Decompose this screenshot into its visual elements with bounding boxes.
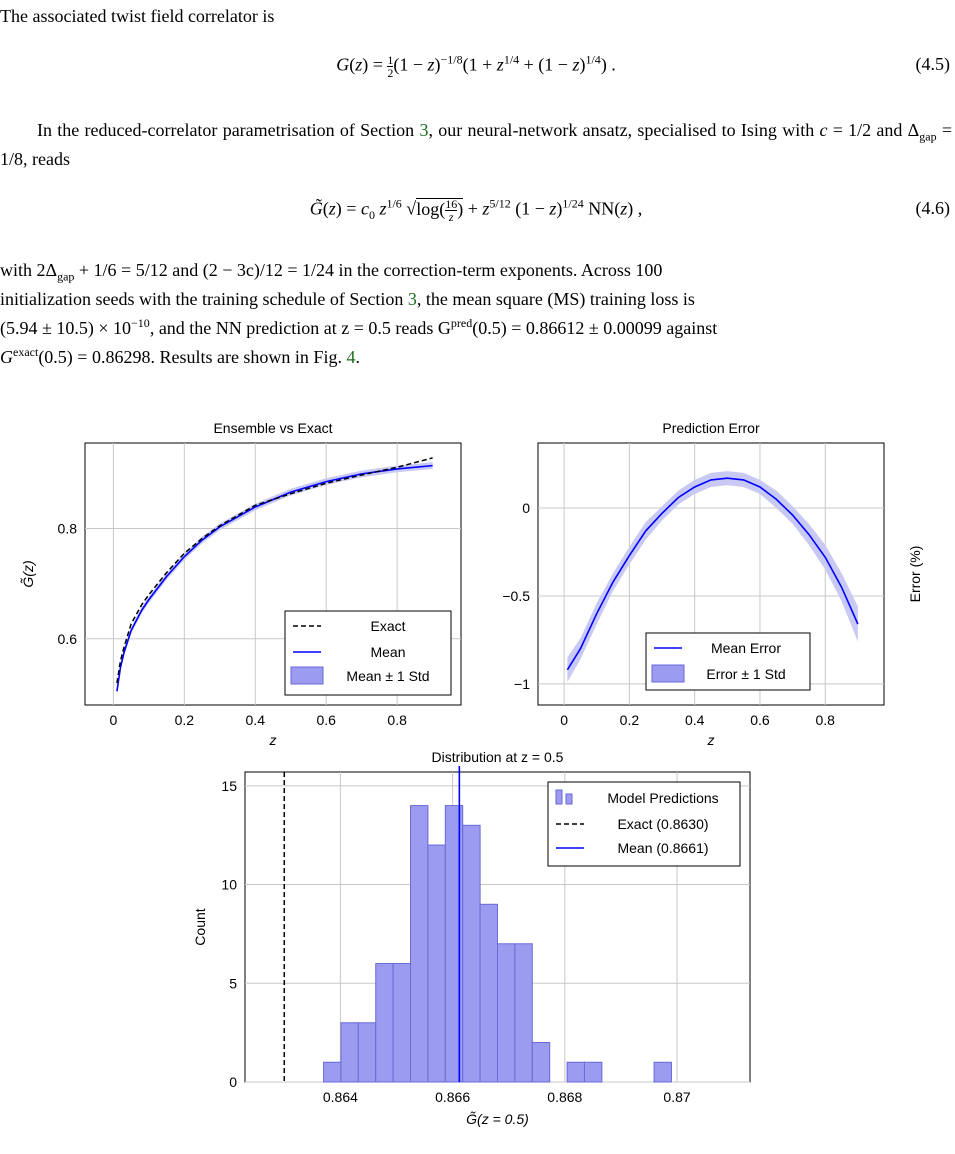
legend-label: Exact — [370, 618, 406, 634]
x-tick-label: 0.2 — [174, 712, 195, 728]
histogram-bar — [341, 1023, 358, 1082]
y-axis-label: G̃(z) — [20, 560, 36, 588]
x-axis-label: z — [707, 732, 715, 748]
histogram-bar — [532, 1043, 549, 1082]
legend-swatch — [556, 790, 562, 804]
histogram-bar — [515, 944, 532, 1082]
figure-4 — [0, 394, 955, 1154]
histogram-bar — [498, 944, 515, 1082]
section-ref[interactable]: 3 — [419, 120, 429, 140]
x-tick-label: 0.4 — [245, 712, 265, 728]
y-tick-label: 5 — [229, 975, 237, 992]
x-tick-label: 0.4 — [684, 712, 705, 728]
legend-label: Mean Error — [710, 640, 782, 656]
histogram-bar — [654, 1062, 671, 1082]
y-tick-label: −1 — [514, 675, 530, 692]
x-tick-label: 0 — [560, 712, 569, 728]
chart-panel-3 — [192, 749, 750, 1127]
y-axis-label: Count — [192, 908, 208, 946]
paragraph-3: with $2\Delta_{gap} + 1/6 = 5/12$ and (2 − 3c)/12 = 1/24 in the correction-term exponents. Across 100 initialization seeds with the training schedule of Section 3, the mean square (MS) training loss is $(5.94 \pm 10.5) \times 10^{-10}$, and the NN prediction at z = 0.5 reads $G^{pred}(0.5) = 0.86612 \pm 0.00099$ against $G^{exact}(0.5) = 0.86298$. Results are shown in Fig. 4. — [0, 260, 718, 367]
x-axis-label: G̃(z = 0.5) — [466, 1111, 529, 1127]
legend-label: Mean (0.8661) — [617, 840, 709, 856]
equation-number: (4.5) — [915, 54, 950, 74]
section-ref[interactable]: 3 — [407, 289, 417, 309]
y-tick-label: 0.6 — [57, 630, 77, 647]
x-tick-label: 0 — [109, 712, 118, 728]
figure-ref[interactable]: 4 — [346, 347, 356, 367]
x-tick-label: 0.2 — [619, 712, 640, 728]
legend-label: Error ± 1 Std — [706, 666, 786, 682]
x-tick-label: 0.6 — [750, 712, 770, 728]
histogram-bar — [324, 1062, 341, 1082]
x-tick-label: 0.8 — [815, 712, 835, 728]
x-tick-label: 0.866 — [435, 1089, 471, 1105]
legend-swatch — [291, 667, 323, 684]
chart-panel-2 — [502, 420, 923, 748]
chart-panel-1 — [20, 420, 461, 748]
equation-4-6: G̃(z) = $c_0$ $z^{1/6}$ √log( $\frac{16}{z}$ ) + $z^{5/12}$ $(1 - z)^{1/24}$ NN(z) , (4.6) — [309, 196, 950, 224]
equation-4-5: G(z) = $\frac{1}{2}$ $(1 - z)^{-1/8}(1 + z^{1/4} + (1 - z)^{1/4})$ . (4.5) — [336, 52, 950, 80]
legend-swatch — [652, 665, 684, 682]
y-tick-label: 15 — [221, 777, 237, 794]
y-axis-label: Error (%) — [907, 545, 923, 603]
histogram-bar — [358, 1023, 375, 1082]
histogram-bar — [567, 1062, 584, 1082]
x-axis-label: z — [269, 732, 277, 748]
histogram-bar — [463, 825, 480, 1082]
histogram-bar — [411, 806, 428, 1082]
histogram-bar — [393, 964, 410, 1082]
chart-title: Distribution at z = 0.5 — [431, 749, 564, 765]
y-tick-label: 10 — [221, 876, 237, 893]
legend-label: Model Predictions — [607, 790, 719, 806]
x-tick-label: 0.8 — [387, 712, 407, 728]
chart-title: Ensemble vs Exact — [213, 420, 333, 436]
chart-title: Prediction Error — [662, 420, 760, 436]
x-tick-label: 0.868 — [547, 1089, 583, 1105]
paragraph-2: In the reduced-correlator parametrisation of Section 3, our neural-network ansatz, specialised to Ising with c = 1/2 and $\Delta_{gap} = 1/8$, reads — [0, 120, 953, 169]
y-tick-label: 0 — [522, 500, 530, 517]
histogram-bar — [480, 904, 497, 1082]
legend-swatch — [566, 794, 572, 804]
legend-label: Mean — [370, 644, 406, 660]
legend-label: Mean ± 1 Std — [346, 668, 430, 684]
histogram-bar — [376, 964, 393, 1082]
histogram-bar — [428, 845, 445, 1082]
y-tick-label: 0 — [229, 1074, 237, 1090]
x-tick-label: 0.864 — [322, 1089, 358, 1105]
x-tick-label: 0.6 — [316, 712, 336, 728]
y-tick-label: 0.8 — [57, 520, 77, 537]
y-tick-label: −0.5 — [502, 587, 530, 604]
x-tick-label: 0.87 — [663, 1089, 691, 1105]
legend-label: Exact (0.8630) — [617, 816, 709, 832]
intro-text: The associated twist field correlator is — [0, 6, 275, 26]
histogram-bar — [584, 1062, 601, 1082]
equation-number: (4.6) — [915, 198, 950, 218]
